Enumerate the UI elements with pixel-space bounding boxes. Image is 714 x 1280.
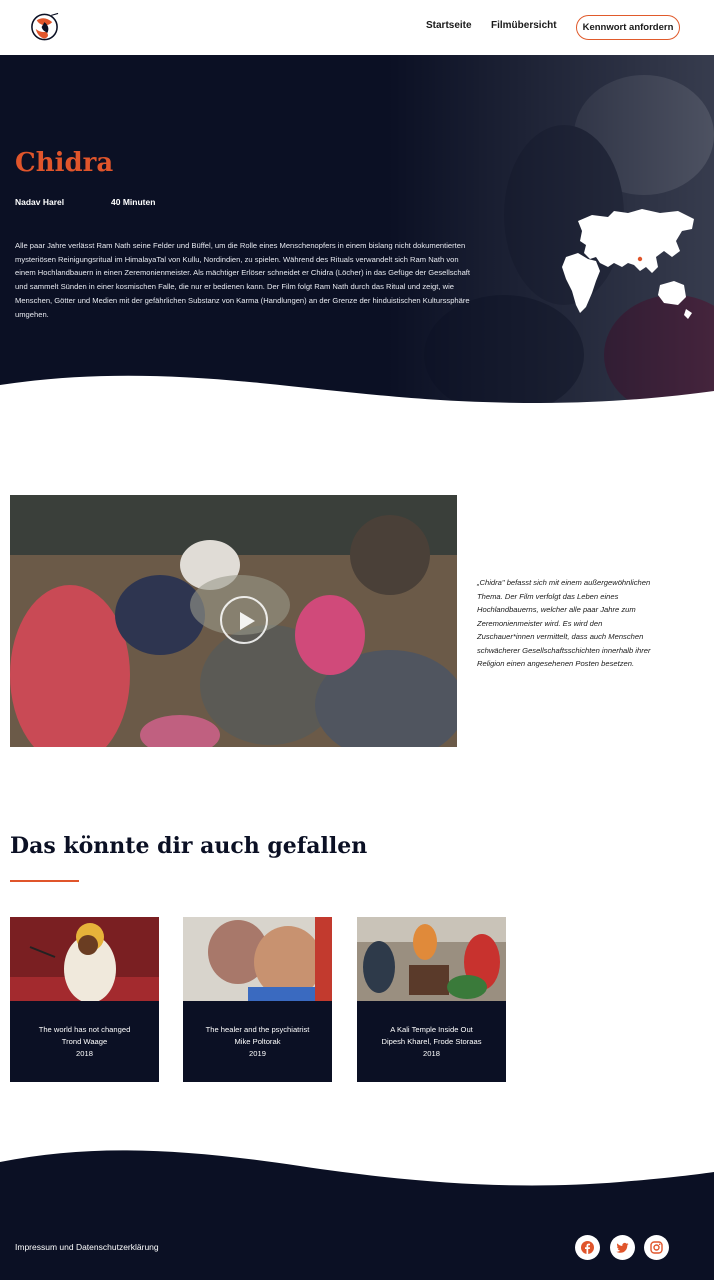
recommendations-heading: Das könnte dir auch gefallen: [10, 833, 368, 859]
film-duration: 40 Minuten: [111, 197, 156, 207]
site-footer: [0, 1148, 714, 1280]
card-year: 2018: [76, 1049, 93, 1058]
request-password-button[interactable]: Kennwort anfordern: [576, 15, 680, 40]
film-review-text: „Chidra" befasst sich mit einem außergewöhnlichen Thema. Der Film verfolgt das Leben eines Hochlandbauerns, welcher alle paar Jahre zum Zeremonienmeister wird. Es wird den Zuschauer*innen vermittelt, dass auch Menschen schwächerer Gesellschaftsschichten innerhalb ihrer Religion einen angesehenen Posten besetzen.: [477, 578, 651, 668]
twitter-icon: [616, 1241, 629, 1254]
card-author: Dipesh Kharel, Frode Storaas: [381, 1037, 482, 1046]
film-card[interactable]: [10, 917, 159, 1082]
film-description: Alle paar Jahre verlässt Ram Nath seine Felder und Büffel, um die Rolle eines Menschenopfers in einem bislang nicht dokumentierten mysteriösen Reinigungsritual im HimalayaTal von Kullu, Nordindien, zu spielen. Während des Rituals verwandelt sich Ram Nath von einem Hochlandbauern in einen Zeremonienmeister. Als mächtiger Erlöser schneidet er Chidra (Löcher) in das Gefüge der Gesellschaft und sammelt Sünden in einer kosmischen Falle, die nur er bedienen kann. Der Film folgt Ram Nath durch das Ritual und zeigt, wie Menschen, Götter und Medien mit der gefährlichen Substanz von Karma (Handlungen) an der Grenze der hinduistischen Kulturssphäre umgehen.: [15, 241, 471, 319]
film-card-image: [10, 917, 159, 1001]
play-icon[interactable]: [220, 596, 268, 644]
instagram-button[interactable]: [644, 1235, 669, 1260]
hero-section: [0, 55, 714, 425]
card-year: 2018: [423, 1049, 440, 1058]
facebook-button[interactable]: [575, 1235, 600, 1260]
world-map-icon: [556, 201, 698, 325]
film-video-thumbnail[interactable]: [10, 495, 457, 747]
card-author: Trond Waage: [61, 1037, 108, 1046]
card-title: A Kali Temple Inside Out: [390, 1025, 473, 1034]
heading-underline: [10, 880, 79, 882]
card-title: The healer and the psychiatrist: [205, 1025, 310, 1034]
card-author: Mike Poltorak: [234, 1037, 281, 1046]
nav-home[interactable]: Startseite: [426, 20, 472, 31]
instagram-icon: [650, 1241, 663, 1254]
film-director: Nadav Harel: [15, 197, 65, 207]
site-header: [0, 0, 714, 55]
logo-icon[interactable]: [29, 11, 60, 43]
twitter-button[interactable]: [610, 1235, 635, 1260]
footer-wave-background: [0, 1148, 714, 1280]
film-card[interactable]: [357, 917, 506, 1082]
nav-films[interactable]: Filmübersicht: [491, 20, 557, 31]
card-year: 2019: [249, 1049, 266, 1058]
facebook-icon: [581, 1241, 594, 1254]
hero-wave-divider: [0, 375, 714, 425]
film-card-image: [357, 917, 506, 1001]
imprint-privacy-link[interactable]: Impressum und Datenschutzerklärung: [15, 1242, 159, 1252]
film-card-image: [183, 917, 332, 1001]
film-card[interactable]: [183, 917, 332, 1082]
card-title: The world has not changed: [38, 1025, 131, 1034]
film-title: Chidra: [15, 148, 114, 178]
